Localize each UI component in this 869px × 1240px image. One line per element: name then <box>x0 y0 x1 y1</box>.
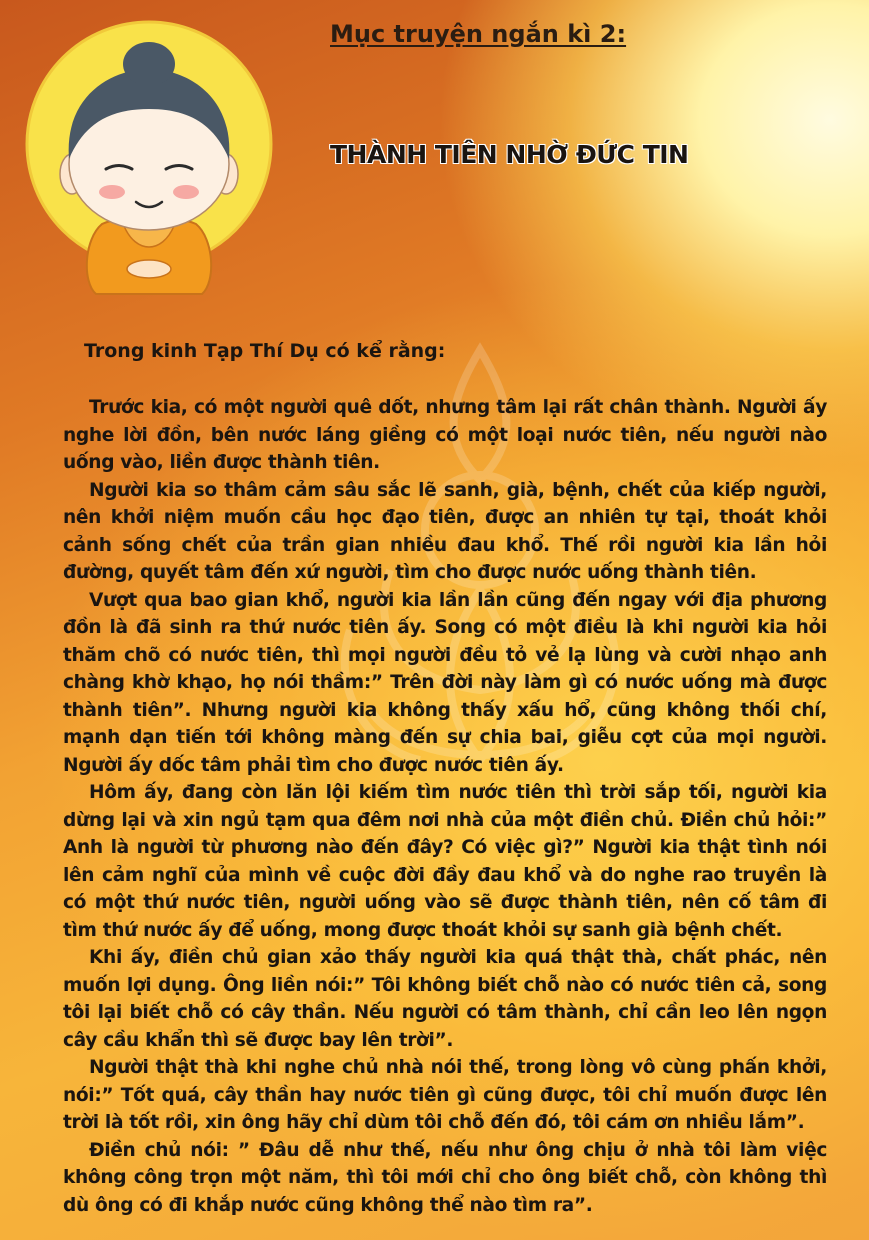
story-paragraph: Người kia so thâm cảm sâu sắc lẽ sanh, già, bệnh, chết của kiếp người, nên khởi niệm muốn cầu học đạo tiên, được an nhiên tự tại, thoát khỏi cảnh sống chết của trần gian nhiều đau khổ. Thế rồi người kia lần hỏi đường, quyết tâm đến xứ người, tìm cho được nước uống thành tiên. <box>63 479 827 583</box>
story-paragraph: Điền chủ nói: ” Đâu dễ như thế, nếu như ông chịu ở nhà tôi làm việc không công trọn một năm, thì tôi mới chỉ cho ông biết chỗ, còn không thì dù ông có đi khắp nước cũng không thể nào tìm ra”. <box>63 1139 827 1216</box>
intro-line: Trong kinh Tạp Thí Dụ có kể rằng: <box>84 340 446 362</box>
story-paragraph: Trước kia, có một người quê dốt, nhưng tâm lại rất chân thành. Người ấy nghe lời đồn, bên nước láng giềng có một loại nước tiên, nếu người nào uống vào, liền được thành tiên. <box>63 397 827 473</box>
story-paragraph: Hôm ấy, đang còn lăn lội kiếm tìm nước tiên thì trời sắp tối, người kia dừng lại và xin ngủ tạm qua đêm nơi nhà của một điền chủ. Điền chủ hỏi:” Anh là người từ phương nào đến đây? Có việc gì?” Người kia thật tình nói lên cảm nghĩ của mình về cuộc đời đầy đau khổ và do nghe rao truyền là có một thứ nước tiên, người uống vào sẽ được thành tiên, nên cố tâm đi tìm thứ nước ấy để uống, mong được thoát khỏi sự sanh già bệnh chết. <box>63 782 827 941</box>
story-paragraph: Người thật thà khi nghe chủ nhà nói thế, trong lòng vô cùng phấn khởi, nói:” Tốt quá, cây thần hay nước tiên gì cũng được, tôi chỉ muốn được lên trời là tốt rồi, xin ông hãy chỉ dùm tôi chỗ đến đó, tôi cám ơn nhiều lắm”. <box>63 1057 827 1133</box>
section-title: Mục truyện ngắn kì 2: <box>330 20 627 48</box>
story-paragraph: Vượt qua bao gian khổ, người kia lần lần cũng đến ngay với địa phương đồn là đã sinh ra thứ nước tiên ấy. Song có một điều là khi người kia hỏi thăm chõ có nước tiên, thì mọi người đều tỏ vẻ lạ lùng và cười nhạo anh chàng khờ khạo, họ nói thầm:” Trên đời này làm gì có nước uống mà được thành tiên”. Nhưng người kia không thấy xấu hổ, cũng không thối chí, mạnh dạn tiến tới không màng đến sự chia bai, giễu cợt của mọi người. Người ấy dốc tâm phải tìm cho được nước tiên ấy. <box>63 589 827 776</box>
monk-illustration-icon <box>24 14 274 304</box>
story-paragraph: Khi ấy, điền chủ gian xảo thấy người kia quá thật thà, chất phác, nên muốn lợi dụng. Ông liền nói:” Tôi không biết chỗ nào có nước tiên cả, song tôi lại biết chỗ có cây thần. Nếu người có tâm thành, chỉ cần leo lên ngọn cây cầu khẩn thì sẽ được bay lên trời”. <box>63 947 827 1051</box>
story-title: THÀNH TIÊN NHỜ ĐỨC TIN <box>330 140 689 169</box>
story-body <box>63 394 827 1219</box>
